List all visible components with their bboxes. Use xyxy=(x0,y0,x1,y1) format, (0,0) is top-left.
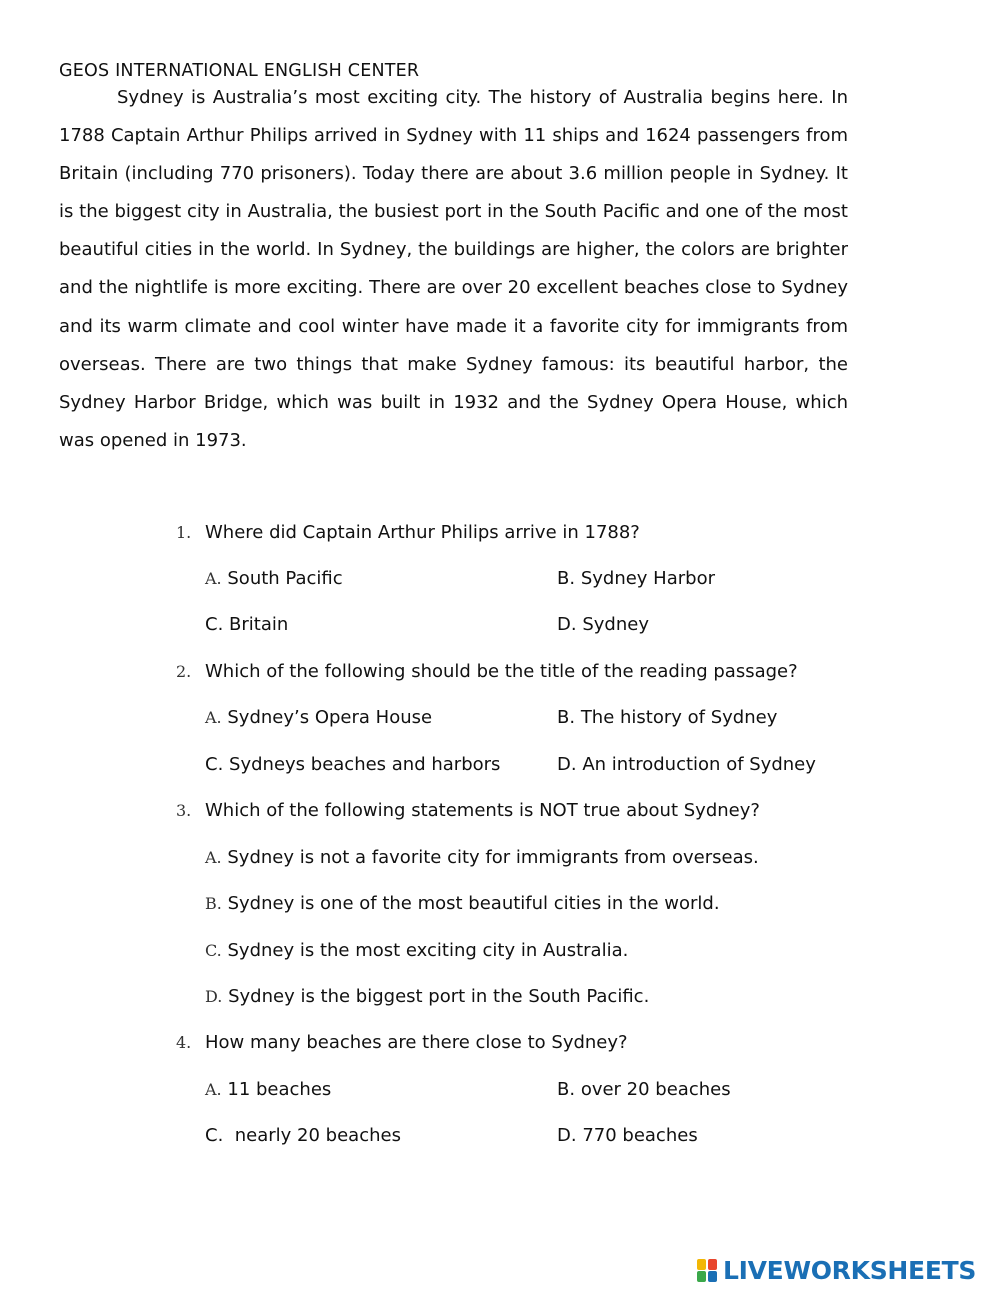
question-number: 2. xyxy=(176,662,192,681)
liveworksheets-logo[interactable] xyxy=(697,1253,976,1287)
option-d[interactable] xyxy=(557,754,816,775)
option-letter: C. xyxy=(205,1125,224,1146)
option-a[interactable] xyxy=(205,707,432,728)
logo-text: LIVEWORKSHEETS xyxy=(723,1255,977,1285)
question-number: 3. xyxy=(176,801,192,820)
option-letter: D. xyxy=(557,1125,577,1146)
option-d[interactable] xyxy=(205,986,649,1007)
option-text: Britain xyxy=(229,614,289,635)
option-letter: A. xyxy=(205,569,222,588)
option-text: South Pacific xyxy=(227,568,343,589)
option-letter: A. xyxy=(205,708,222,727)
page-header-title: GEOS INTERNATIONAL ENGLISH CENTER xyxy=(59,61,420,81)
option-text: Sydney is the biggest port in the South Pacific. xyxy=(228,986,650,1007)
option-text: The history of Sydney xyxy=(580,707,778,728)
option-b[interactable] xyxy=(557,568,715,589)
option-text: Sydney is the most exciting city in Australia. xyxy=(227,940,629,961)
option-letter: D. xyxy=(557,754,577,775)
option-text: Sydneys beaches and harbors xyxy=(229,754,501,775)
option-letter: A. xyxy=(205,848,222,867)
question-text: How many beaches are there close to Sydney? xyxy=(205,1032,628,1053)
option-text: over 20 beaches xyxy=(580,1079,731,1100)
question-text: Where did Captain Arthur Philips arrive in 1788? xyxy=(205,522,640,543)
option-letter: C. xyxy=(205,754,224,775)
option-text: 770 beaches xyxy=(582,1125,698,1146)
option-c[interactable] xyxy=(205,614,288,635)
option-letter: B. xyxy=(557,568,576,589)
option-letter: A. xyxy=(205,1080,222,1099)
option-b[interactable] xyxy=(557,1079,731,1100)
liveworksheets-logo-icon xyxy=(697,1257,719,1283)
option-a[interactable] xyxy=(205,568,343,589)
option-letter: D. xyxy=(205,987,223,1006)
option-text: Sydney Harbor xyxy=(580,568,715,589)
option-letter: B. xyxy=(205,894,222,913)
option-letter: D. xyxy=(557,614,577,635)
option-letter: C. xyxy=(205,614,224,635)
option-text: Sydney is not a favorite city for immigrants from overseas. xyxy=(227,847,759,868)
option-a[interactable] xyxy=(205,847,759,868)
option-text: Sydney is one of the most beautiful cities in the world. xyxy=(227,893,720,914)
option-a[interactable] xyxy=(205,1079,331,1100)
option-d[interactable] xyxy=(557,614,649,635)
question-number: 4. xyxy=(176,1033,192,1052)
option-c[interactable] xyxy=(205,754,500,775)
option-letter: B. xyxy=(557,1079,576,1100)
option-text: Sydney’s Opera House xyxy=(227,707,433,728)
option-text: Sydney xyxy=(582,614,649,635)
option-c[interactable] xyxy=(205,940,628,961)
question-number: 1. xyxy=(176,523,192,542)
option-text: 11 beaches xyxy=(227,1079,332,1100)
question-text: Which of the following statements is NOT true about Sydney? xyxy=(205,800,760,821)
option-c[interactable] xyxy=(205,1125,401,1146)
reading-passage: Sydney is Australia’s most exciting city. The history of Australia begins here. In 1788 Captain Arthur Philips arrived in Sydney with 11 ships and 1624 passengers from Britain (including 770 prisoners). Today there are about 3.6 million people in Sydney. It is the biggest city in Australia, the busiest port in the South Pacific and one of the most beautiful cities in the world. In Sydney, the buildings are higher, the colors are brighter and the nightlife is more exciting. There are over 20 excellent beaches close to Sydney and its warm climate and cool winter have made it a favorite city for immigrants from overseas. There are two things that make Sydney famous: its beautiful harbor, the Sydney Harbor Bridge, which was built in 1932 and the Sydney Opera House, which was opened in 1973. xyxy=(59,87,848,451)
option-letter: C. xyxy=(205,941,222,960)
option-b[interactable] xyxy=(205,893,720,914)
option-letter: B. xyxy=(557,707,576,728)
option-b[interactable] xyxy=(557,707,777,728)
question-text: Which of the following should be the title of the reading passage? xyxy=(205,661,798,682)
option-d[interactable] xyxy=(557,1125,698,1146)
option-text: An introduction of Sydney xyxy=(582,754,816,775)
option-text: nearly 20 beaches xyxy=(229,1125,401,1146)
